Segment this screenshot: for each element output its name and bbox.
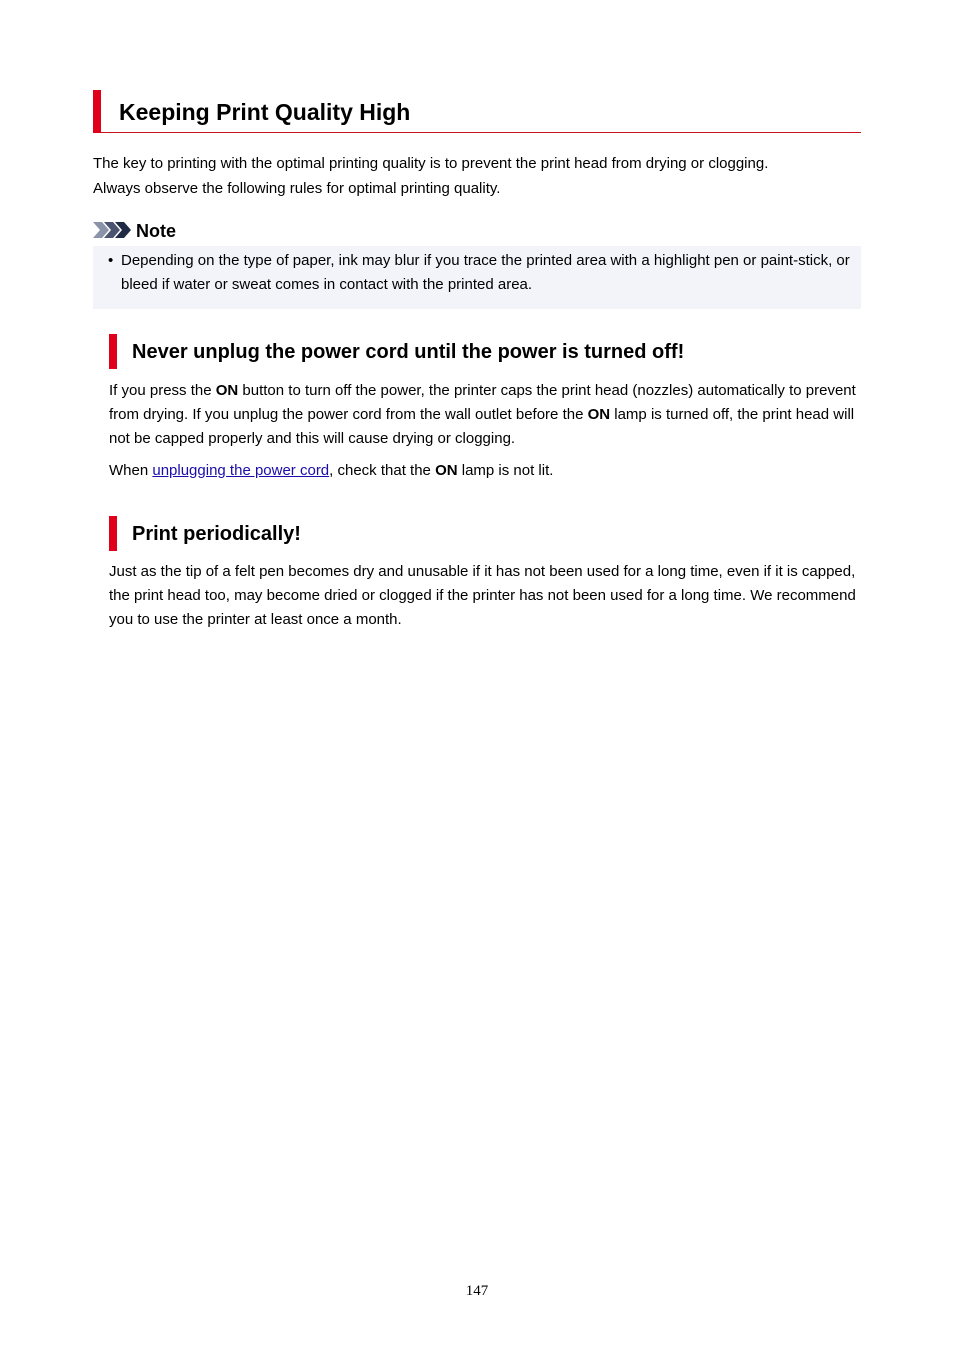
note-box <box>93 246 861 309</box>
chevron-arrows-icon <box>93 222 131 238</box>
text-run: When <box>109 462 153 479</box>
unplugging-power-cord-link[interactable]: unplugging the power cord <box>152 462 330 479</box>
intro-line-2: Always observe the following rules for optimal printing quality. <box>93 180 501 197</box>
page-title <box>93 90 861 133</box>
intro-paragraph <box>93 151 863 201</box>
text-run: If you press the <box>109 382 216 399</box>
print-periodically-paragraph: Just as the tip of a felt pen becomes dry and unusable if it has not been used for a long time, even if it is capped, the print head too, may become dried or clogged if the printer has not been used for a long time. We recommend you to use the printer at least once a month. <box>109 563 856 628</box>
page-title-text: Keeping Print Quality High <box>119 99 411 125</box>
section-accent-bar <box>109 334 117 369</box>
note-bullet: • <box>108 252 114 269</box>
note-item: Depending on the type of paper, ink may blur if you trace the printed area with a highlight pen or paint-stick, or bleed if water or sweat comes in contact with the printed area. <box>121 252 850 293</box>
unplug-paragraph <box>109 459 865 483</box>
text-run: button to turn off the power, the printer caps the print head (nozzles) automatically to prevent from drying. If you unplug the power cord from the wall outlet before the <box>109 382 856 423</box>
on-lamp-label: ON <box>435 462 458 479</box>
page-number: 147 <box>465 1283 489 1299</box>
note-label: Note <box>136 221 176 241</box>
power-cord-paragraph <box>109 379 865 451</box>
on-button-label: ON <box>215 382 239 399</box>
section-accent-bar <box>109 516 117 551</box>
text-run: lamp is not lit. <box>457 462 554 479</box>
on-lamp-label: ON <box>587 406 611 423</box>
text-run: lamp is turned off, the print head will not be capped properly and this will cause drying or clogging. <box>109 406 855 447</box>
intro-line-1: The key to printing with the optimal printing quality is to prevent the print head from drying or clogging. <box>93 155 769 172</box>
section-heading-text: Print periodically! <box>132 523 301 545</box>
text-run: , check that the <box>329 462 436 479</box>
title-accent-bar <box>93 90 101 133</box>
section-heading-text: Never unplug the power cord until the power is turned off! <box>132 341 685 363</box>
